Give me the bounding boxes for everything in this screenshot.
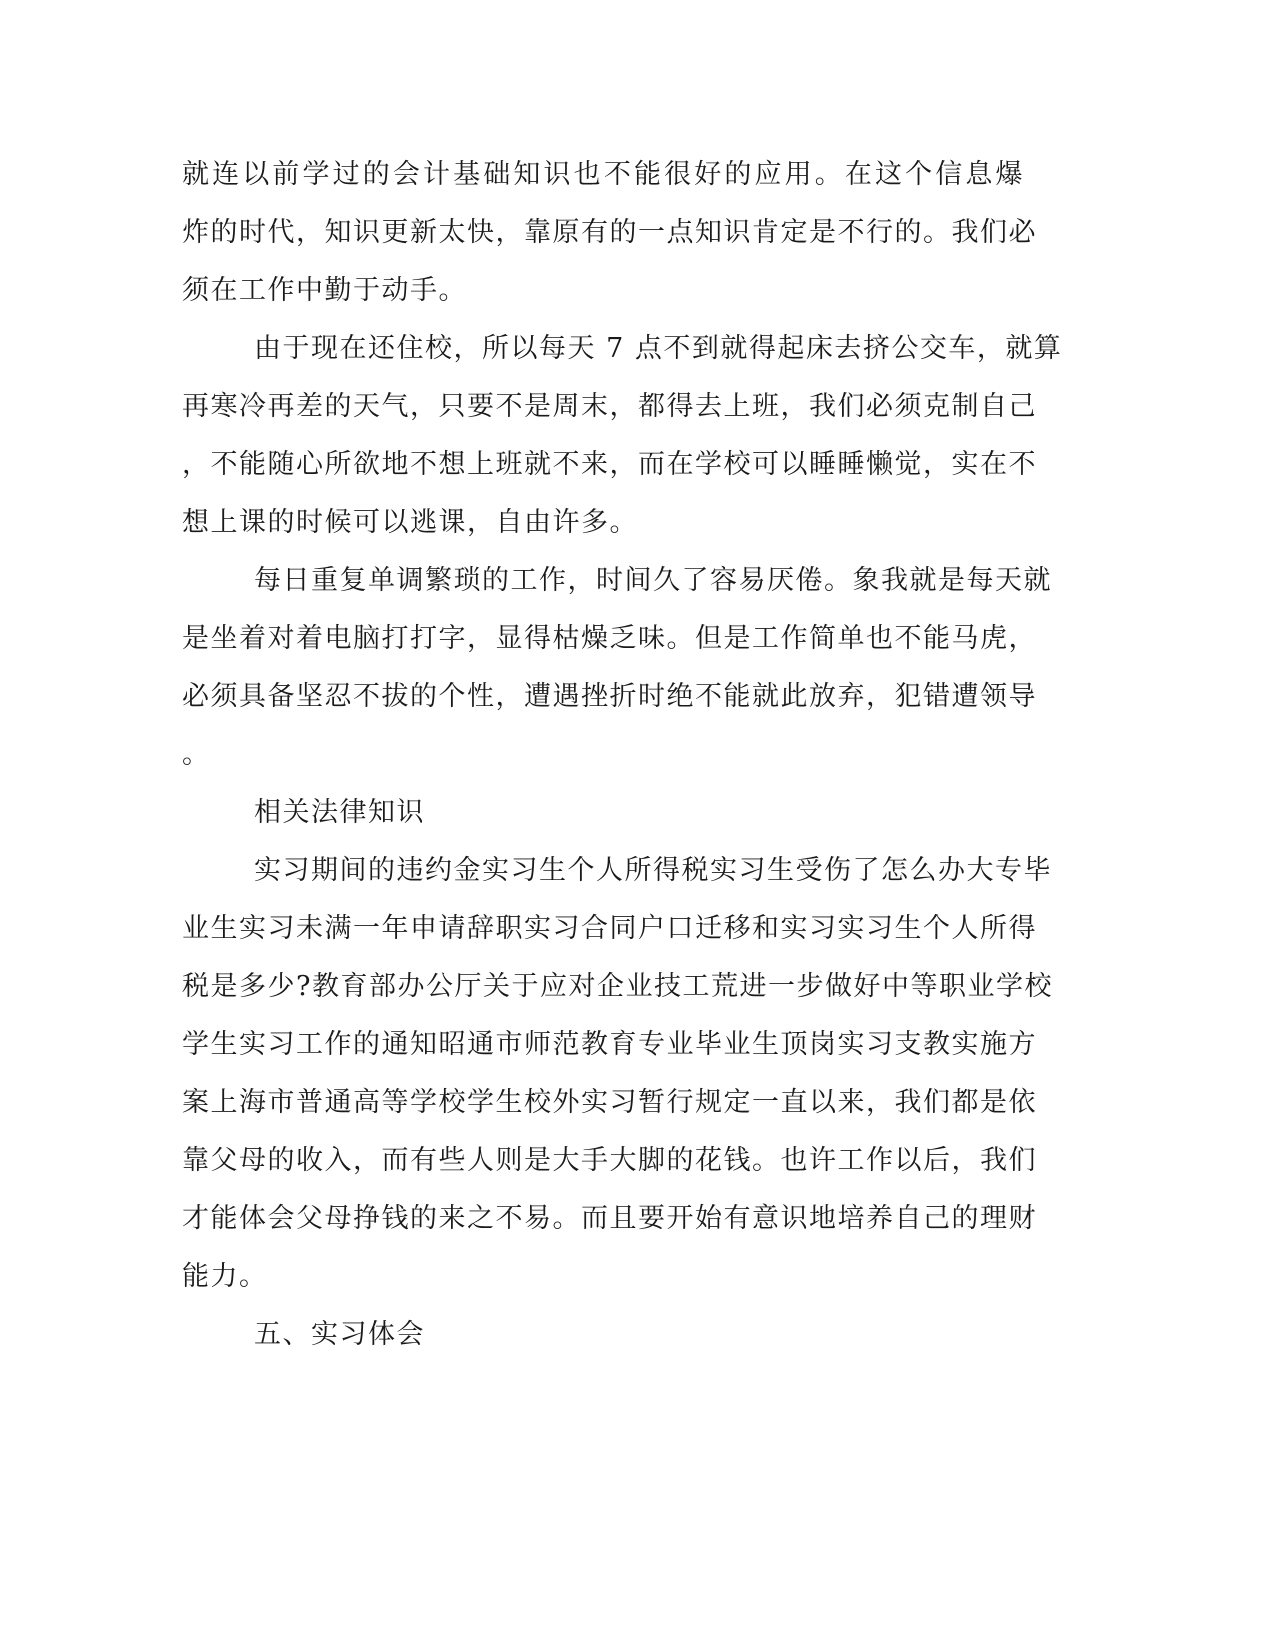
text-line: 能力。 [182,1261,268,1292]
text-line: 业生实习未满一年申请辞职实习合同户口迁移和实习实习生个人所得 [182,913,1037,944]
text-line: 学生实习工作的通知昭通市师范教育专业毕业生顶岗实习支教实施方 [182,1029,1037,1060]
text-line: 由于现在还住校，所以每天 7 点不到就得起床去挤公交车，就算 [254,333,1063,364]
text-line: 每日重复单调繁琐的工作，时间久了容易厌倦。象我就是每天就 [254,565,1052,596]
text-line: 税是多少?教育部办公厅关于应对企业技工荒进一步做好中等职业学校 [182,971,1053,1002]
text-line: ，不能随心所欲地不想上班就不来，而在学校可以睡睡懒觉，实在不 [182,449,1037,480]
section-heading: 相关法律知识 [254,797,425,828]
text-line: 案上海市普通高等学校学生校外实习暂行规定一直以来，我们都是依 [182,1087,1037,1118]
section-heading: 五、实习体会 [254,1319,425,1350]
text-line: 再寒冷再差的天气，只要不是周末，都得去上班，我们必须克制自己 [182,391,1037,422]
text-line: 想上课的时候可以逃课，自由许多。 [182,507,638,538]
text-line: 必须具备坚忍不拔的个性，遭遇挫折时绝不能就此放弃，犯错遭领导 [182,681,1037,712]
text-line: 须在工作中勤于动手。 [182,275,467,306]
text-line: 炸的时代，知识更新太快，靠原有的一点知识肯定是不行的。我们必 [182,217,1037,248]
text-line: 靠父母的收入，而有些人则是大手大脚的花钱。也许工作以后，我们 [182,1145,1037,1176]
text-line: 才能体会父母挣钱的来之不易。而且要开始有意识地培养自己的理财 [182,1203,1037,1234]
text-line: 实习期间的违约金实习生个人所得税实习生受伤了怎么办大专毕 [254,855,1052,886]
text-line: 就连以前学过的会计基础知识也不能很好的应用。在这个信息爆 [182,159,1024,190]
text-line: 是坐着对着电脑打打字，显得枯燥乏味。但是工作简单也不能马虎， [182,623,1037,654]
text-line: 。 [182,739,211,770]
